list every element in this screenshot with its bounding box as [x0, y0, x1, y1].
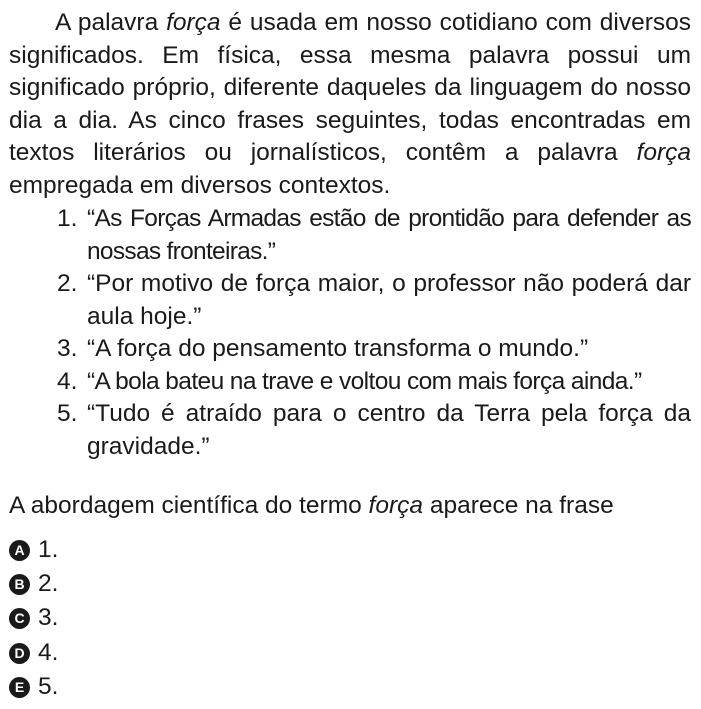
- quote-text: “A força do pensamento transforma o mundo.”: [87, 335, 589, 362]
- option-value: 5.: [38, 673, 59, 701]
- option-letter-badge: D: [9, 643, 30, 664]
- quote-item: [57, 333, 691, 366]
- option-letter-badge: E: [9, 677, 30, 698]
- option-value: 4.: [38, 638, 59, 666]
- quote-number: 1.: [57, 205, 78, 232]
- quote-item: [57, 268, 691, 333]
- question-stem: [9, 490, 691, 523]
- quote-item: [57, 366, 691, 399]
- answer-option-c[interactable]: [9, 602, 58, 636]
- intro-paragraph: [9, 7, 691, 202]
- question-text-2: aparece na frase: [423, 492, 614, 519]
- quote-number: 3.: [57, 335, 78, 362]
- option-letter-badge: A: [9, 540, 30, 561]
- answer-option-e[interactable]: [9, 670, 58, 704]
- quote-item: [57, 203, 691, 268]
- intro-text-3: empregada em diversos contextos.: [9, 171, 391, 199]
- quote-number: 4.: [57, 367, 78, 395]
- option-letter-badge: B: [9, 574, 30, 595]
- option-value: 3.: [38, 604, 59, 632]
- option-letter-badge: C: [9, 608, 30, 629]
- quote-text: “Por motivo de força maior, o professor não poderá dar aula hoje.”: [87, 270, 691, 330]
- quote-text: “As Forças Armadas estão de prontidão para defender as nossas fronteiras.”: [87, 205, 691, 265]
- intro-text-1: A palavra: [55, 9, 167, 36]
- quote-number: 2.: [57, 270, 78, 297]
- answer-option-d[interactable]: [9, 636, 58, 670]
- option-value: 1.: [38, 535, 59, 563]
- quote-number: 5.: [57, 400, 78, 427]
- quote-item: [57, 398, 691, 463]
- question-text-1: A abordagem científica do termo: [9, 492, 369, 519]
- answer-option-b[interactable]: [9, 567, 58, 601]
- intro-term-2: força: [636, 139, 691, 166]
- option-value: 2.: [38, 570, 59, 598]
- quote-list: [57, 203, 691, 463]
- intro-text-2: é usada em nosso cotidiano com diversos significados. Em física, essa mesma palavra possui um significado próprio, diferente daqueles da linguagem do nosso dia a dia. As cinco frases seguintes, todas encontradas em textos literários ou jornalísticos, contêm a palavra: [9, 9, 691, 166]
- intro-term-1: força: [166, 9, 221, 36]
- quote-text: “A bola bateu na trave e voltou com mais força ainda.”: [87, 367, 642, 395]
- question-term: força: [368, 492, 424, 519]
- answer-options: [9, 533, 58, 704]
- quote-text: “Tudo é atraído para o centro da Terra pela força da gravidade.”: [87, 400, 691, 460]
- answer-option-a[interactable]: [9, 533, 58, 567]
